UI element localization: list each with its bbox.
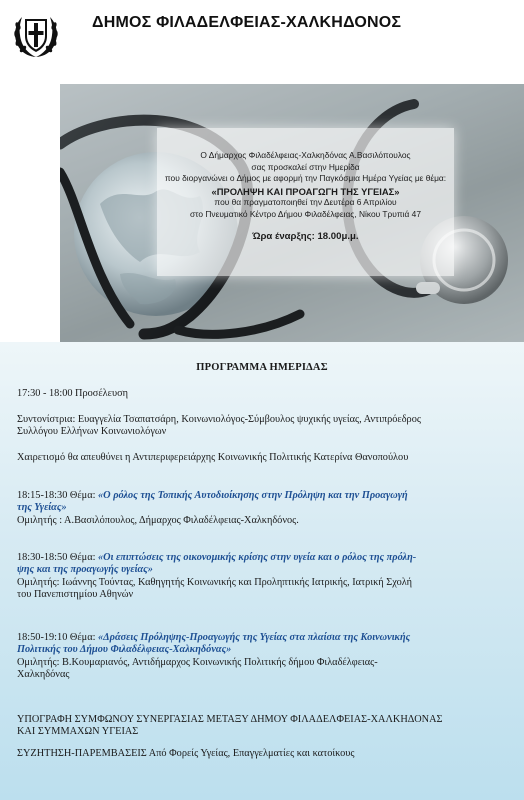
talk-speaker: Ομιλητής: Ιωάννης Τούντας, Καθηγητής Κοινωνικής και Προληπτικής Ιατρικής, Ιατρική Σχολή — [17, 576, 413, 588]
municipality-title: ΔΗΜΟΣ ΦΙΛΑΔΕΛΦΕΙΑΣ-ΧΑΛΚΗΔΟΝΟΣ — [92, 14, 402, 31]
invitation-venue: στο Πνευματικό Κέντρο Δήμου Φιλαδέλφειας, Νίκου Τρυπιά 47 — [190, 208, 421, 219]
talk-theme-cont: ψης και της προαγωγής υγείας» — [17, 564, 153, 576]
invitation-date: που θα πραγματοποιηθεί την Δευτέρα 6 Απριλίου — [214, 197, 397, 207]
arrival-entry — [17, 388, 517, 400]
program-title: ΠΡΟΓΡΑΜΜΑ ΗΜΕΡΙΔΑΣ — [196, 362, 328, 373]
talk-time: 18:15-18:30 Θέμα: — [17, 490, 99, 501]
talk-speaker-cont: Χαλκηδόνας — [17, 669, 70, 681]
invitation-host: Ο Δήμαρχος Φιλαδέλφειας-Χαλκηδόνας Α.Βασιλόπουλος — [200, 150, 411, 160]
welcome-text: Χαιρετισμό θα απευθύνει η Αντιπεριφερειάρχης Κοινωνικής Πολιτικής Κατερίνα Θανοπούλου — [17, 452, 409, 463]
invitation-topic: «ΠΡΟΛΗΨΗ ΚΑΙ ΠΡΟΑΓΩΓΗ ΤΗΣ ΥΓΕΙΑΣ» — [211, 185, 400, 197]
program-section — [0, 342, 524, 800]
signing-line-1: ΥΠΟΓΡΑΦΗ ΣΥΜΦΩΝΟΥ ΣΥΝΕΡΓΑΣΙΑΣ ΜΕΤΑΞΥ ΔΗΜΟΥ ΦΙΛΑΔΕΛΦΕΙΑΣ-ΧΑΛΚΗΔΟΝΑΣ — [17, 714, 443, 725]
arrival-text: 17:30 - 18:00 Προσέλευση — [17, 388, 129, 399]
welcome-entry — [17, 452, 517, 464]
discussion-entry — [17, 748, 517, 760]
signing-line-2: ΚΑΙ ΣΥΜΜΑΧΩΝ ΥΓΕΙΑΣ — [17, 726, 139, 738]
talk-theme-cont: Πολιτικής του Δήμου Φιλαδέλφειας-Χαλκηδόνας» — [17, 644, 232, 656]
talk-entry — [17, 490, 517, 527]
invitation-box — [157, 128, 454, 276]
invitation-start-time: Ώρα έναρξης: 18.00μ.μ. — [252, 231, 359, 242]
talk-time: 18:30-18:50 Θέμα: — [17, 552, 99, 563]
greek-coat-of-arms-icon — [11, 10, 61, 60]
talk-speaker-cont: του Πανεπιστημίου Αθηνών — [17, 589, 134, 601]
invitation-banner — [60, 84, 524, 342]
coordinator-entry — [17, 414, 517, 439]
discussion-text: ΣΥΖΗΤΗΣΗ-ΠΑΡΕΜΒΑΣΕΙΣ Από Φορείς Υγείας, Επαγγελματίες και κατοίκους — [17, 748, 355, 759]
talk-theme: «Οι επιπτώσεις της οικονομικής κρίσης στην υγεία και ο ρόλος της πρόλη- — [98, 552, 417, 563]
talk-theme: «Ο ρόλος της Τοπικής Αυτοδιοίκησης στην Πρόληψη και την Προαγωγή — [98, 490, 408, 501]
talk-speaker: Ομιλητής : Α.Βασιλόπουλος, Δήμαρχος Φιλαδέλφειας-Χαλκηδόνος. — [17, 514, 299, 526]
invitation-invite: σας προσκαλεί στην Ημερίδα — [251, 161, 360, 172]
talk-entry — [17, 632, 517, 682]
signing-entry — [17, 714, 517, 739]
talk-theme: «Δράσεις Πρόληψης-Προαγωγής της Υγείας στα πλαίσια της Κοινωνικής — [98, 632, 411, 643]
coordinator-line-1: Συντονίστρια: Ευαγγελία Τσαπατσάρη, Κοινωνιολόγος-Σύμβουλος ψυχικής υγείας, Αντιπρόεδρος — [17, 414, 421, 425]
talk-speaker: Ομιλητής: Β.Κουμαριανός, Αντιδήμαρχος Κοινωνικής Πολιτικής δήμου Φιλαδέλφειας- — [17, 656, 378, 668]
talk-theme-cont: της Υγείας» — [17, 502, 67, 514]
header — [0, 0, 524, 84]
coordinator-line-2: Συλλόγου Ελλήνων Κοινωνιολόγων — [17, 426, 167, 438]
talk-entry — [17, 552, 517, 602]
talk-time: 18:50-19:10 Θέμα: — [17, 632, 99, 643]
invitation-occasion: που διοργανώνει ο Δήμος με αφορμή την Παγκόσμια Ημέρα Υγείας με θέμα: — [164, 173, 447, 183]
